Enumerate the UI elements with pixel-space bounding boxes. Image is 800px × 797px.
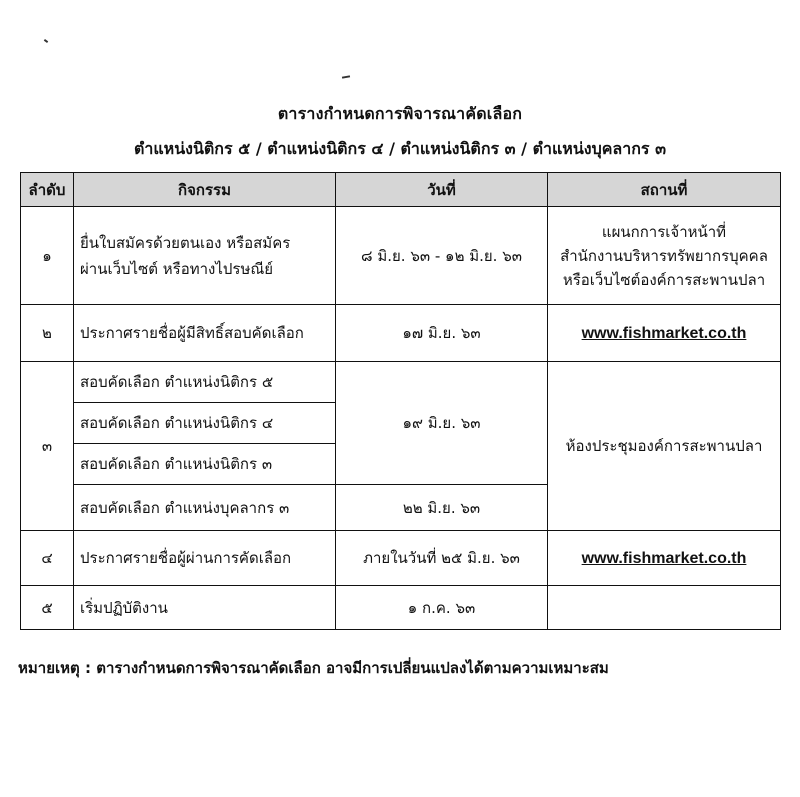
activity-line: ผ่านเว็บไซต์ หรือทางไปรษณีย์ bbox=[80, 259, 274, 278]
row-activity: สอบคัดเลือก ตำแหน่งนิติกร ๔ bbox=[74, 403, 336, 444]
row-activity bbox=[74, 207, 336, 305]
footnote-text: ตารางกำหนดการพิจารณาคัดเลือก อาจมีการเปลี่ยนแปลงได้ตามความเหมาะสม bbox=[96, 659, 609, 677]
scan-speck bbox=[342, 75, 350, 78]
row-date: ๑ ก.ค. ๖๓ bbox=[336, 586, 548, 630]
location-line: แผนกการเจ้าหน้าที่ bbox=[601, 222, 727, 241]
row-no: ๕ bbox=[21, 586, 74, 630]
row-location bbox=[548, 305, 781, 362]
table-row bbox=[21, 362, 781, 403]
website-link[interactable]: www.fishmarket.co.th bbox=[581, 549, 747, 567]
location-line: หรือเว็บไซต์องค์การสะพานปลา bbox=[562, 270, 766, 289]
row-location bbox=[548, 207, 781, 305]
row-activity: สอบคัดเลือก ตำแหน่งนิติกร ๕ bbox=[74, 362, 336, 403]
row-activity: เริ่มปฏิบัติงาน bbox=[74, 586, 336, 630]
row-activity: สอบคัดเลือก ตำแหน่งบุคลากร ๓ bbox=[74, 485, 336, 531]
scan-speck bbox=[44, 39, 48, 43]
row-activity: สอบคัดเลือก ตำแหน่งนิติกร ๓ bbox=[74, 444, 336, 485]
activity-line: ยื่นใบสมัครด้วยตนเอง หรือสมัคร bbox=[80, 233, 291, 252]
row-date: ๒๒ มิ.ย. ๖๓ bbox=[336, 485, 548, 531]
row-date: ภายในวันที่ ๒๕ มิ.ย. ๖๓ bbox=[336, 531, 548, 586]
row-no: ๒ bbox=[21, 305, 74, 362]
row-activity: ประกาศรายชื่อผู้ผ่านการคัดเลือก bbox=[74, 531, 336, 586]
row-location bbox=[548, 531, 781, 586]
page-title: ตารางกำหนดการพิจารณาคัดเลือก bbox=[277, 104, 523, 123]
row-date: ๑๙ มิ.ย. ๖๓ bbox=[336, 362, 548, 485]
schedule-table bbox=[20, 172, 781, 630]
row-no: ๓ bbox=[21, 362, 74, 531]
row-activity: ประกาศรายชื่อผู้มีสิทธิ์สอบคัดเลือก bbox=[74, 305, 336, 362]
table-row bbox=[21, 305, 781, 362]
footnote bbox=[18, 656, 609, 680]
header-location: สถานที่ bbox=[548, 173, 781, 207]
location-line: สำนักงานบริหารทรัพยากรบุคคล bbox=[560, 246, 768, 265]
row-date: ๘ มิ.ย. ๖๓ - ๑๒ มิ.ย. ๖๓ bbox=[336, 207, 548, 305]
row-no: ๑ bbox=[21, 207, 74, 305]
website-link[interactable]: www.fishmarket.co.th bbox=[581, 324, 747, 342]
row-no: ๔ bbox=[21, 531, 74, 586]
row-date: ๑๗ มิ.ย. ๖๓ bbox=[336, 305, 548, 362]
header-no: ลำดับ bbox=[21, 173, 74, 207]
header-date: วันที่ bbox=[336, 173, 548, 207]
table-row bbox=[21, 586, 781, 630]
table-header-row bbox=[21, 173, 781, 207]
header-activity: กิจกรรม bbox=[74, 173, 336, 207]
table-row bbox=[21, 207, 781, 305]
table-row bbox=[21, 531, 781, 586]
row-location bbox=[548, 586, 781, 630]
row-location: ห้องประชุมองค์การสะพานปลา bbox=[548, 362, 781, 531]
footnote-label: หมายเหตุ : bbox=[18, 659, 91, 677]
page-subtitle: ตำแหน่งนิติกร ๕ / ตำแหน่งนิติกร ๔ / ตำแหน่งนิติกร ๓ / ตำแหน่งบุคลากร ๓ bbox=[133, 139, 667, 158]
